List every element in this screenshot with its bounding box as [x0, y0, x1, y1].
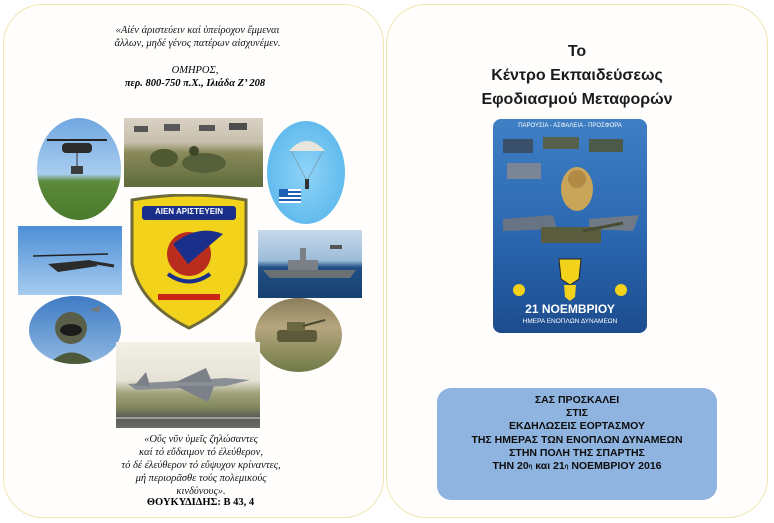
- unit-emblem: [128, 194, 250, 330]
- thucydides-quote: [116, 433, 286, 498]
- photo-pilot: [29, 296, 121, 364]
- homer-quote-line-1: «Αἰέν ἀριστεύειν καί ὑπείροχον ἔμμεναι: [115, 25, 280, 36]
- organization-title: [387, 40, 767, 112]
- invitation-line-1: ΣΑΣ ΠΡΟΣΚΑΛΕΙ: [534, 394, 620, 406]
- invitation-date-a: ΤΗΝ 20: [492, 460, 529, 473]
- invitation-line-3: ΕΚΔΗΛΩΣΕΙΣ ΕΟΡΤΑΣΜΟΥ: [509, 420, 645, 433]
- thucydides-source: ΘΟΥΚΥΔΙΔΗΣ: Β 43, 4: [146, 497, 255, 508]
- invitation-date-sup-a: η: [528, 464, 533, 471]
- invitation-line-5: ΣΤΗΝ ΠΟΛΗ ΤΗΣ ΣΠΑΡΤΗΣ: [509, 446, 645, 459]
- title-line-2: Κέντρο Εκπαιδεύσεως: [491, 67, 663, 84]
- poster-subtitle: ΗΜΕΡΑ ΕΝΟΠΛΩΝ ΔΥΝΑΜΕΩΝ: [522, 318, 618, 325]
- homer-quote-line-2: ἄλλων, μηδέ γένος πατέρων αἰσχυνέμεν.: [114, 38, 281, 49]
- emblem-motto: ΑΙΕΝ ΑΡΙΣΤΕΥΕΙΝ: [154, 207, 224, 216]
- photo-helicopter-cargo: [37, 118, 121, 220]
- photo-parachute: [267, 121, 345, 224]
- thucydides-quote-line-4: μή περιορᾶσθε τούς πολεμικούς: [135, 473, 267, 484]
- event-poster: [493, 119, 647, 333]
- invitation-date-b: και 21: [532, 460, 565, 473]
- photo-fighter-jet: [116, 342, 260, 428]
- thucydides-quote-line-2: καί τό εὔδαιμον τό ἐλεύθερον,: [139, 447, 263, 458]
- invitation-dates: [437, 460, 717, 473]
- thucydides-quote-line-3: τό δέ ἐλεύθερον τό εὔψυχον κρίναντες,: [121, 460, 281, 471]
- photo-attack-helicopter: [18, 226, 122, 295]
- invitation-date-sup-b: η: [564, 464, 569, 471]
- invitation-date-c: ΝΟΕΜΒΡΙΟΥ 2016: [568, 460, 662, 473]
- photo-soldiers: [124, 118, 263, 187]
- invitation-line-2: ΣΤΙΣ: [566, 407, 588, 420]
- thucydides-quote-line-5: κινδύνους».: [176, 486, 226, 497]
- poster-date: 21 ΝΟΕΜΒΡΙΟΥ: [525, 302, 615, 316]
- invitation-line-4: ΤΗΣ ΗΜΕΡΑΣ ΤΩΝ ΕΝΟΠΛΩΝ ΔΥΝΑΜΕΩΝ: [471, 433, 683, 446]
- photo-frigate: [258, 230, 362, 298]
- title-line-1: Το: [567, 43, 587, 60]
- homer-quote: [105, 24, 290, 50]
- poster-motto: ΠΑΡΟΥΣΙΑ - ΑΣΦΑΛΕΙΑ - ΠΡΟΣΦΟΡΑ: [518, 123, 622, 129]
- photo-tank: [255, 298, 342, 372]
- homer-source: [110, 64, 280, 90]
- homer-source-name: ΟΜΗΡΟΣ,: [171, 65, 219, 76]
- title-line-3: Εφοδιασμού Μεταφορών: [481, 91, 673, 108]
- invitation-box: [437, 388, 717, 500]
- homer-source-ref: περ. 800-750 π.Χ., Ιλιάδα Ζ’ 208: [124, 78, 266, 89]
- thucydides-quote-line-1: «Οὕς νῦν ὑμεῖς ζηλώσαντες: [144, 434, 258, 445]
